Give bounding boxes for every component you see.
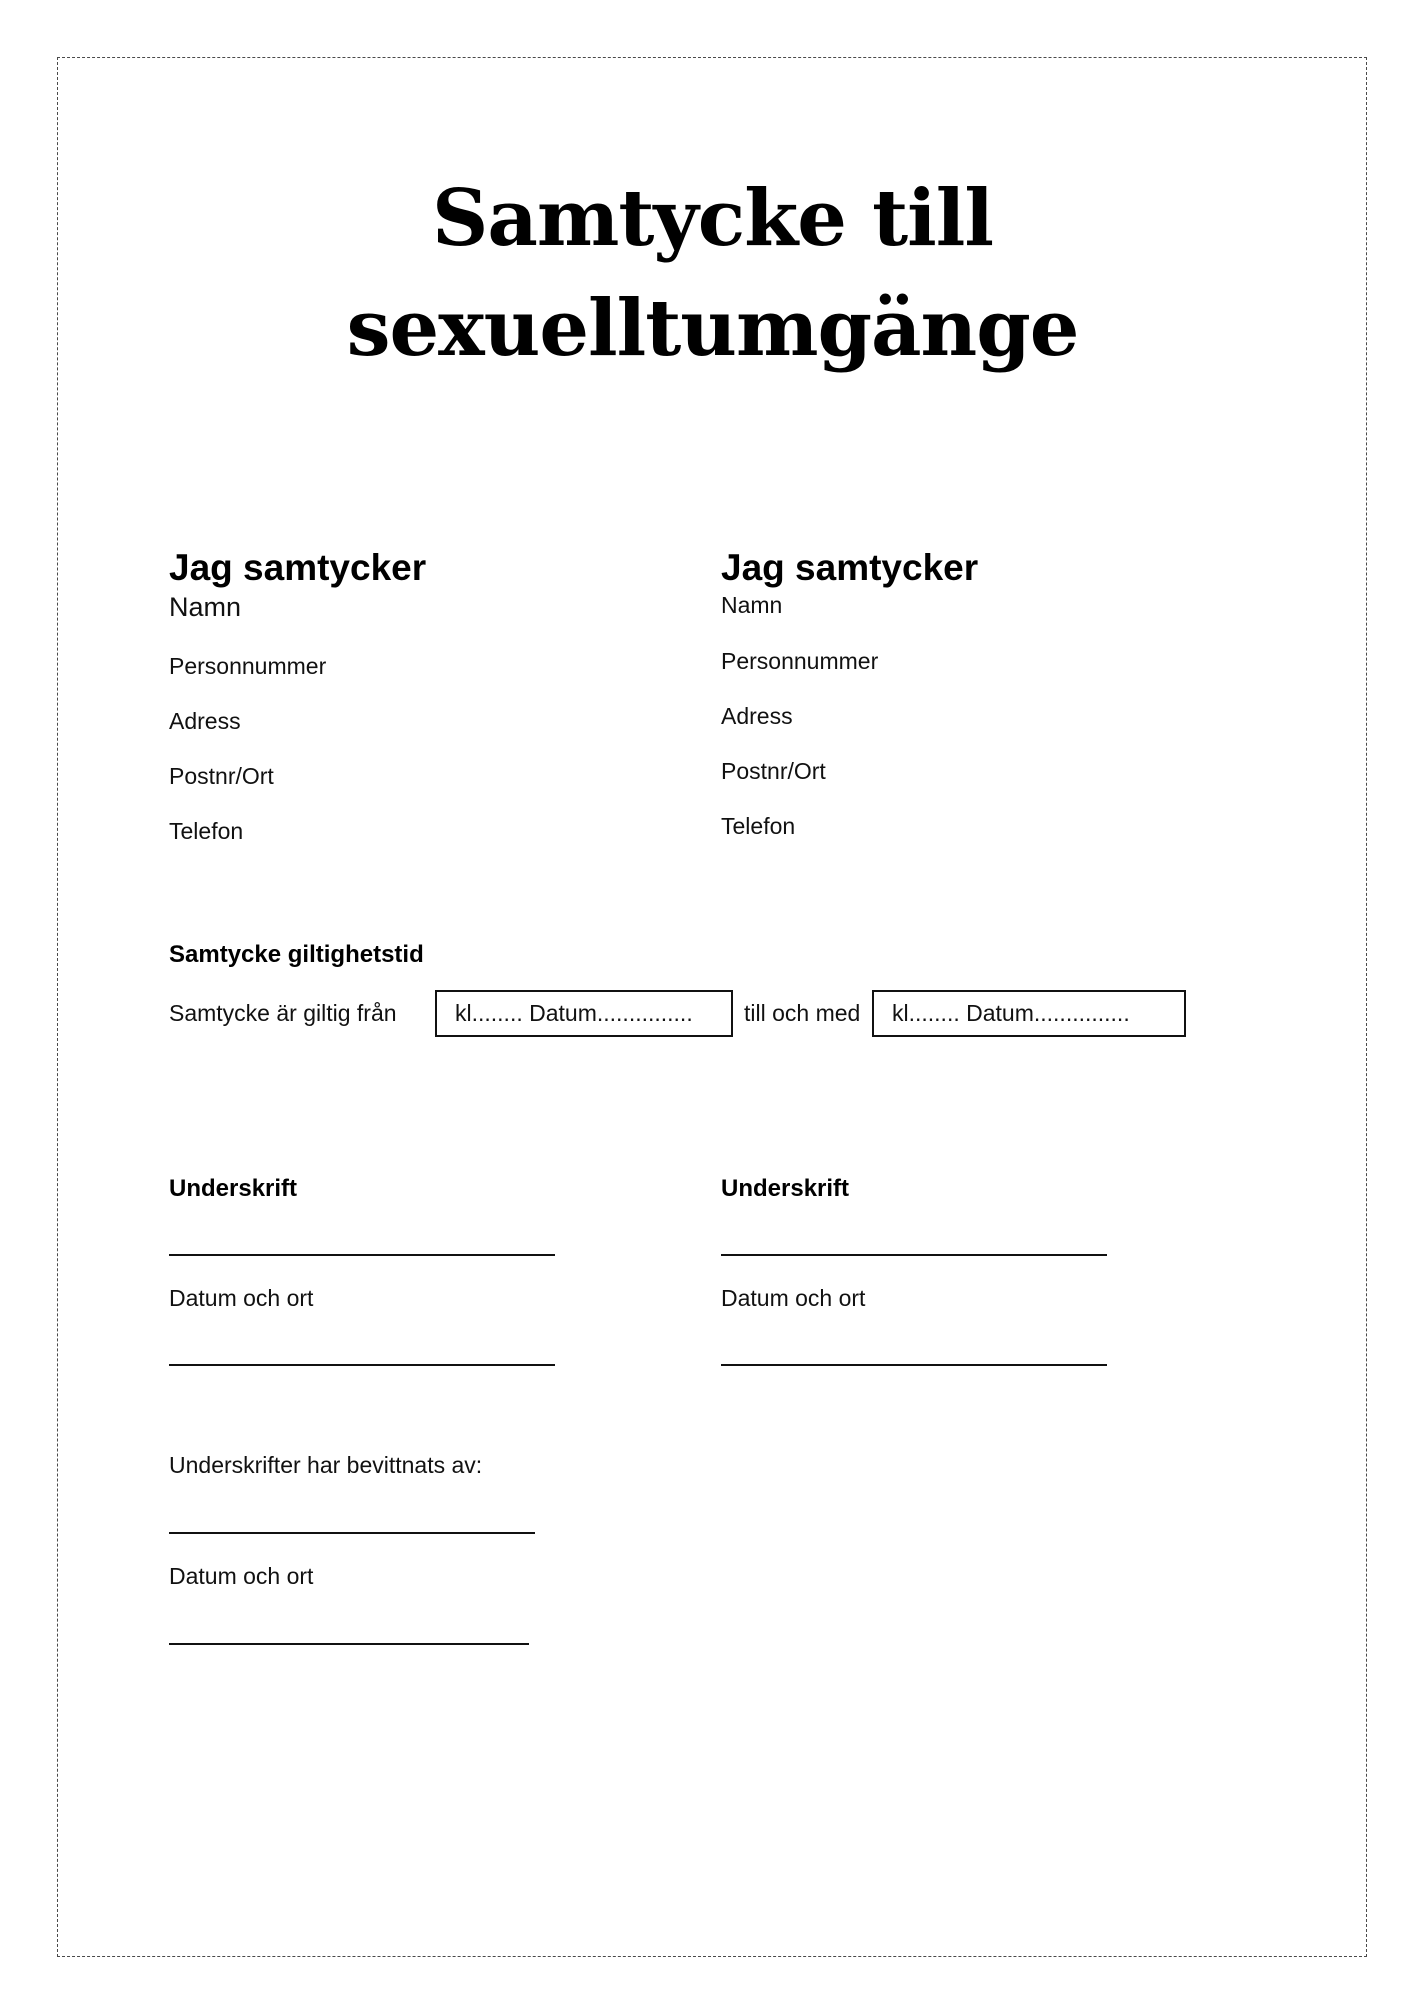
witness-label: Underskrifter har bevittnats av:	[169, 1452, 483, 1478]
left-personnummer-label: Personnummer	[169, 653, 327, 679]
right-phone-label: Telefon	[721, 813, 796, 839]
left-consent-heading: Jag samtycker	[169, 547, 427, 588]
left-phone-label: Telefon	[169, 818, 244, 844]
witness-date-place-label: Datum och ort	[169, 1563, 314, 1589]
valid-to-label: till och med	[744, 1000, 861, 1026]
left-name-label: Namn	[169, 592, 242, 622]
validity-heading: Samtycke giltighetstid	[169, 941, 424, 968]
witness-date-place-line[interactable]	[169, 1643, 529, 1645]
document-title-line-2: sexuelltumgänge	[346, 283, 1079, 374]
left-signature-line[interactable]	[169, 1254, 555, 1256]
right-postal-label: Postnr/Ort	[721, 758, 826, 784]
right-signature-line[interactable]	[721, 1254, 1107, 1256]
left-date-place-label: Datum och ort	[169, 1285, 314, 1311]
right-date-place-label: Datum och ort	[721, 1285, 866, 1311]
valid-from-box[interactable]: kl........ Datum...............	[435, 990, 733, 1037]
right-date-place-line[interactable]	[721, 1364, 1107, 1366]
left-signature-label: Underskrift	[169, 1175, 298, 1202]
right-consent-heading: Jag samtycker	[721, 547, 979, 588]
right-personnummer-label: Personnummer	[721, 648, 879, 674]
right-signature-label: Underskrift	[721, 1175, 850, 1202]
document-title-line-1: Samtycke till	[432, 173, 993, 264]
right-name-label: Namn	[721, 592, 783, 618]
valid-to-box[interactable]: kl........ Datum...............	[872, 990, 1186, 1037]
witness-signature-line[interactable]	[169, 1532, 535, 1534]
right-address-label: Adress	[721, 703, 793, 729]
left-postal-label: Postnr/Ort	[169, 763, 274, 789]
left-address-label: Adress	[169, 708, 241, 734]
left-date-place-line[interactable]	[169, 1364, 555, 1366]
valid-from-label: Samtycke är giltig från	[169, 1000, 397, 1026]
